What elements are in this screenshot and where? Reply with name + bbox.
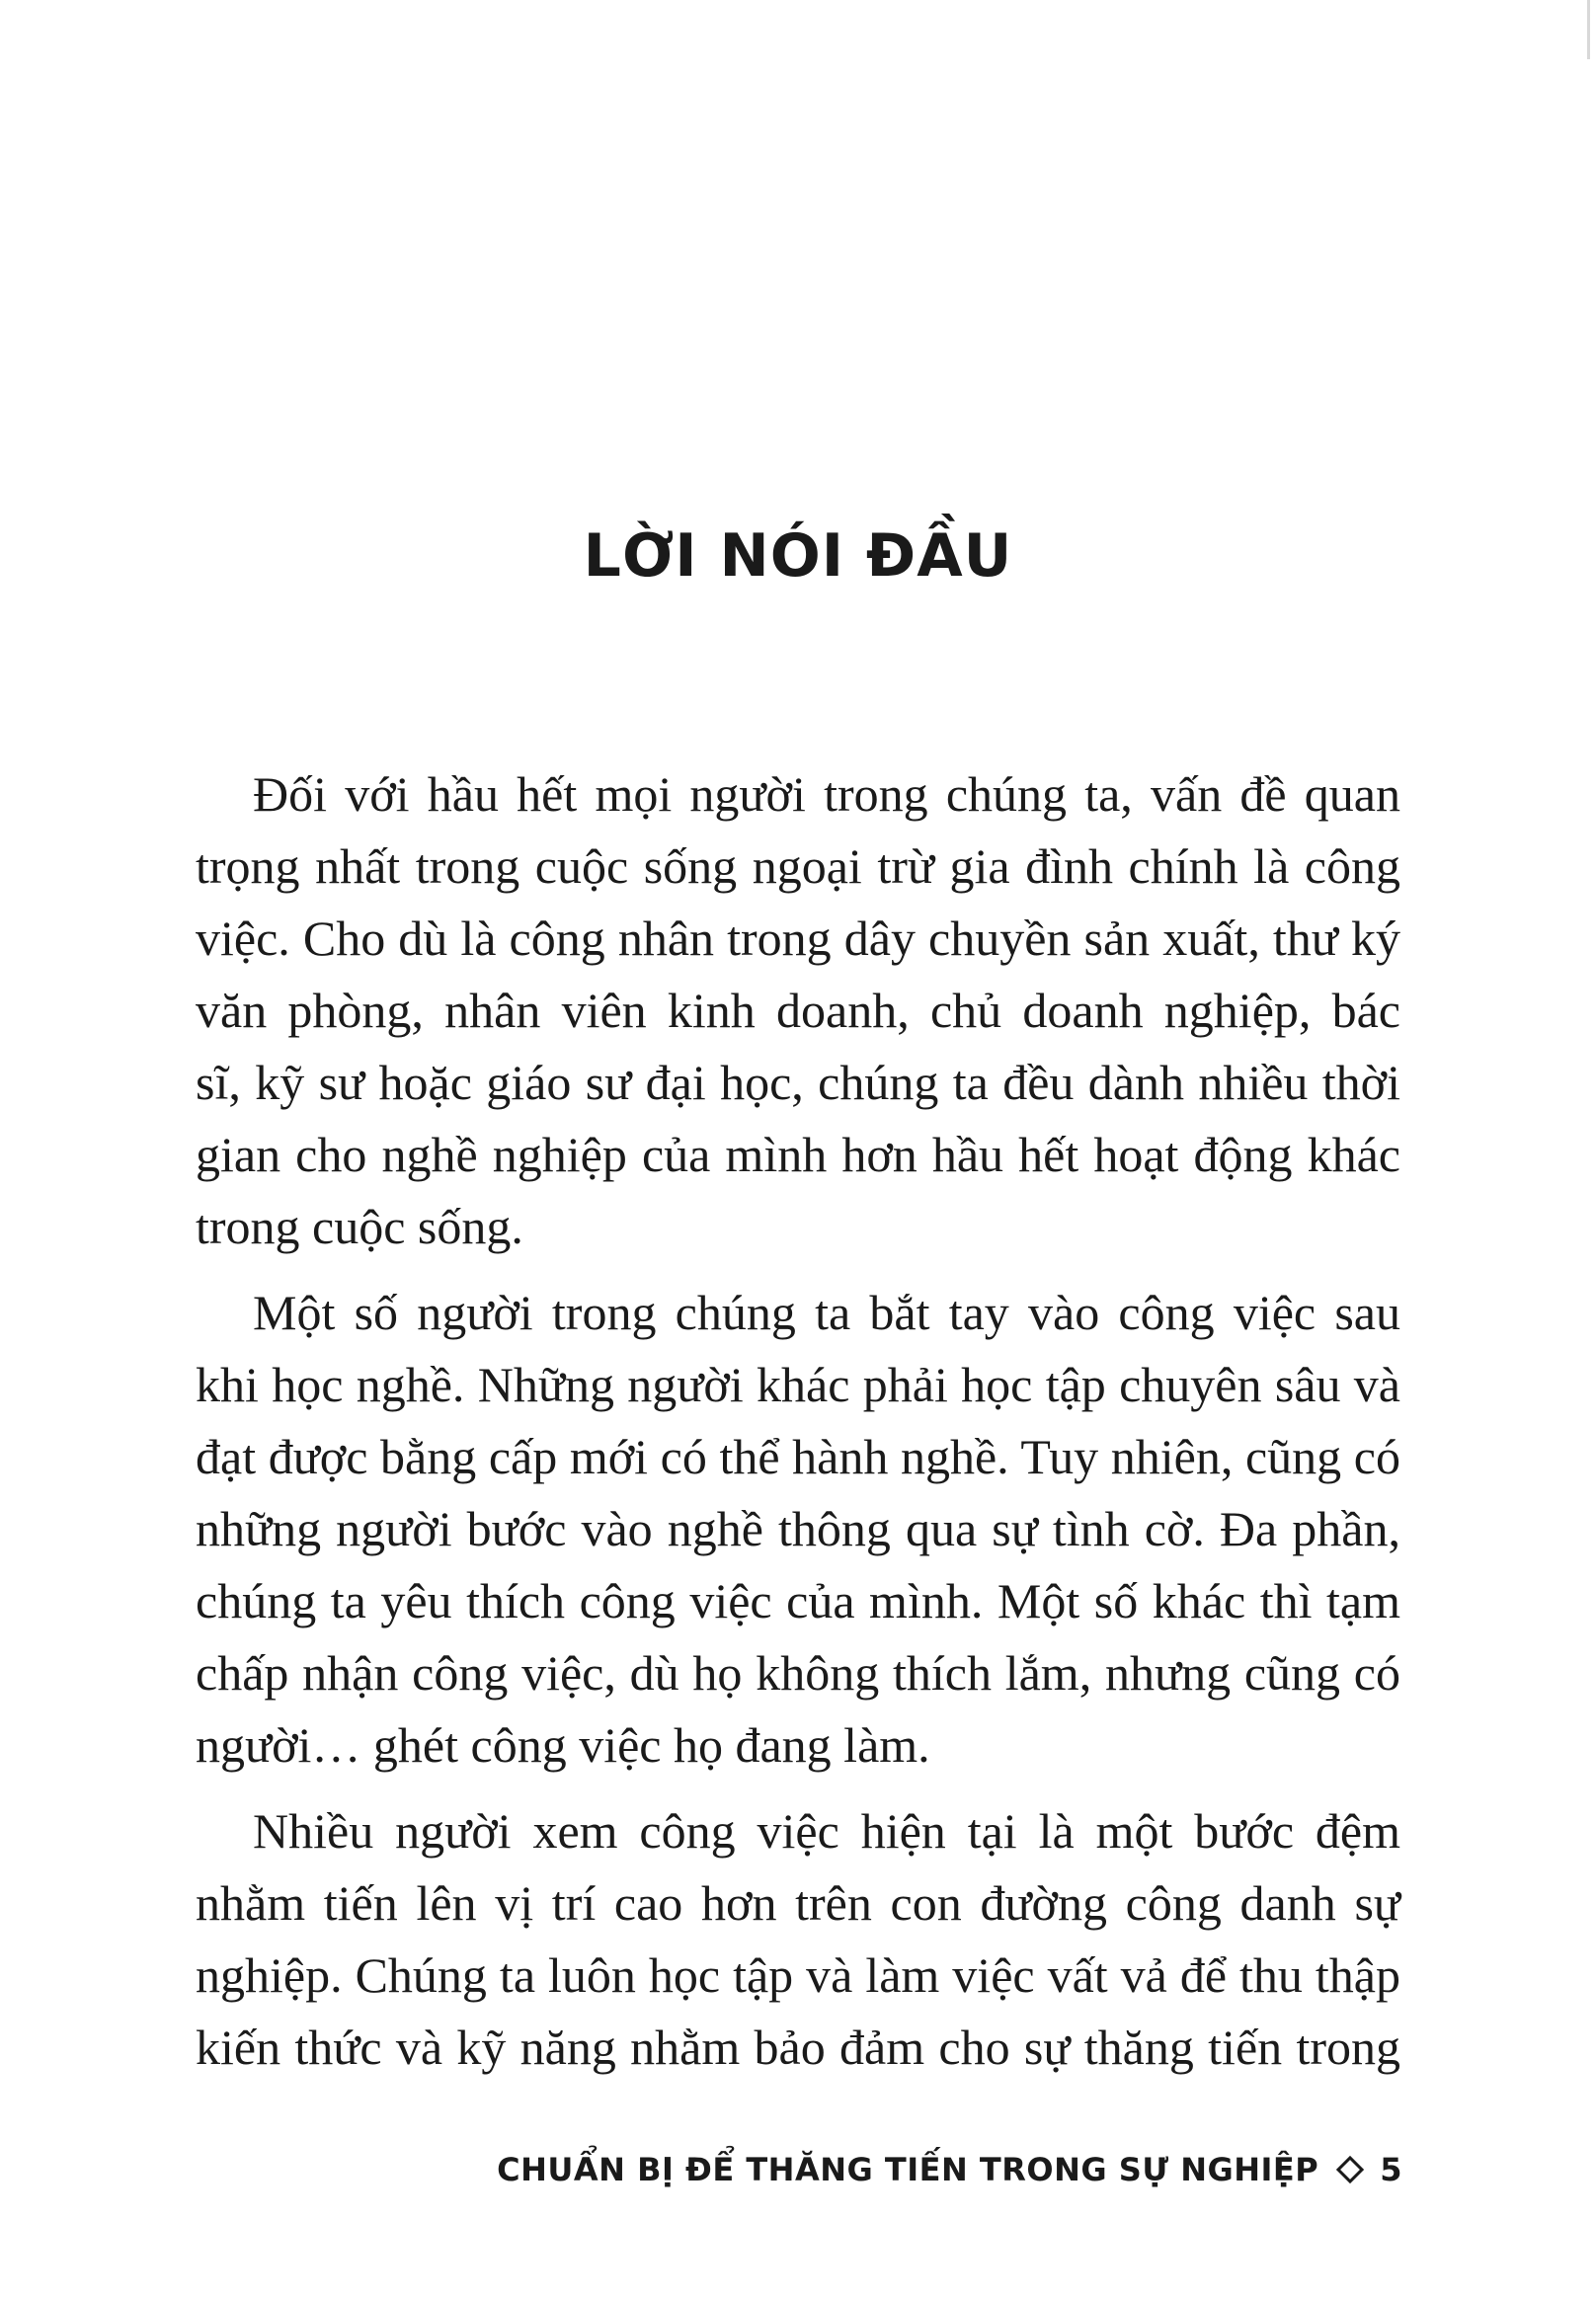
text-line: Đối với hầu hết mọi người trong chúng ta, vấn đề quan — [253, 766, 1400, 822]
chapter-title: LỜI NÓI ĐẦU — [583, 521, 1013, 591]
text-line: trọng nhất trong cuộc sống ngoại trừ gia đình chính là công — [196, 838, 1400, 894]
text-line: chúng ta yêu thích công việc của mình. Một số khác thì tạm — [196, 1573, 1400, 1628]
text-line: những người bước vào nghề thông qua sự tình cờ. Đa phần, — [196, 1501, 1400, 1556]
text-line: sĩ, kỹ sư hoặc giáo sư đại học, chúng ta đều dành nhiều thời — [196, 1055, 1400, 1110]
text-line: đạt được bằng cấp mới có thể hành nghề. Tuy nhiên, cũng có — [196, 1429, 1400, 1484]
text-line: khi học nghề. Những người khác phải học tập chuyên sâu và — [196, 1357, 1400, 1412]
body-text — [196, 758, 1400, 2084]
paragraph-1 — [196, 758, 1400, 1263]
page-footer — [497, 2151, 1402, 2188]
text-line: văn phòng, nhân viên kinh doanh, chủ doanh nghiệp, bác — [196, 983, 1400, 1038]
text-line: gian cho nghề nghiệp của mình hơn hầu hết hoạt động khác — [196, 1127, 1400, 1182]
text-line: người… ghét công việc họ đang làm. — [196, 1717, 930, 1773]
text-line: nhằm tiến lên vị trí cao hơn trên con đường công danh sự — [196, 1875, 1400, 1931]
text-line: trong cuộc sống. — [196, 1199, 523, 1254]
paragraph-2 — [196, 1277, 1400, 1782]
paragraph-3 — [196, 1795, 1400, 2084]
text-line: Nhiều người xem công việc hiện tại là một bước đệm — [253, 1803, 1400, 1859]
text-line: chấp nhận công việc, dù họ không thích lắm, nhưng cũng có — [196, 1645, 1400, 1701]
running-title: CHUẨN BỊ ĐỂ THĂNG TIẾN TRONG SỰ NGHIỆP — [497, 2151, 1319, 2188]
page-number: 5 — [1380, 2151, 1402, 2188]
text-line: kiến thức và kỹ năng nhằm bảo đảm cho sự thăng tiến trong — [196, 2020, 1400, 2075]
text-line: việc. Cho dù là công nhân trong dây chuyền sản xuất, thư ký — [196, 911, 1400, 966]
diamond-icon — [1336, 2156, 1364, 2183]
text-line: nghiệp. Chúng ta luôn học tập và làm việc vất vả để thu thập — [196, 1947, 1400, 2003]
scan-edge-mark — [1587, 0, 1590, 59]
text-line: Một số người trong chúng ta bắt tay vào công việc sau — [253, 1285, 1400, 1340]
